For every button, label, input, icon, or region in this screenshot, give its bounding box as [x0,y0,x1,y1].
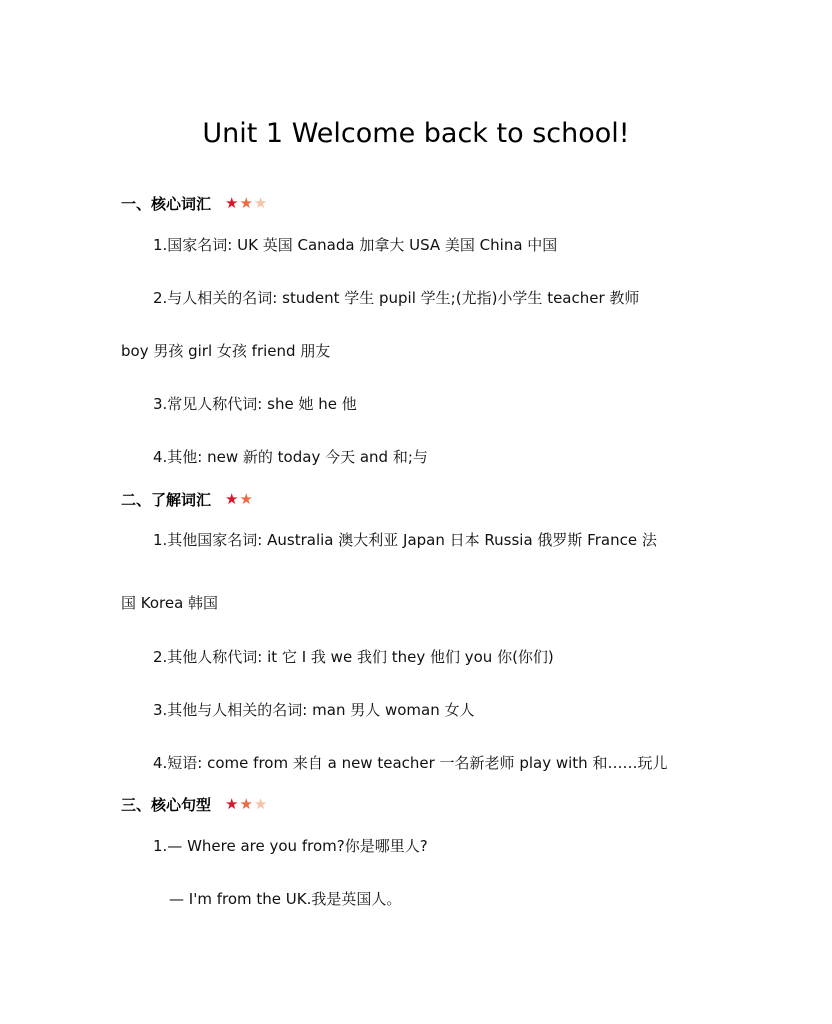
vocab-line: boy 男孩 girl 女孩 friend 朋友 [121,342,331,360]
star-icon: ★ [253,795,268,813]
section-label: 二、了解词汇 [121,491,212,509]
section-heading-core-sentences [121,794,267,815]
sentence-line: — I'm from the UK.我是英国人。 [169,890,402,908]
section-label: 三、核心句型 [121,796,212,814]
rating-stars [225,196,267,211]
rating-stars [225,797,267,812]
section-label: 一、核心词汇 [121,195,212,213]
vocab-line: 3.其他与人相关的名词: man 男人 woman 女人 [153,701,475,719]
star-icon: ★ [239,795,253,813]
vocab-line: 国 Korea 韩国 [121,594,219,612]
vocab-line: 2.与人相关的名词: student 学生 pupil 学生;(尤指)小学生 teacher 教师 [153,289,640,307]
star-icon: ★ [239,194,253,212]
star-icon: ★ [225,795,239,813]
star-icon: ★ [225,194,239,212]
vocab-line: 1.其他国家名词: Australia 澳大利亚 Japan 日本 Russia 俄罗斯 France 法 [153,531,657,549]
vocab-line: 3.常见人称代词: she 她 he 他 [153,395,357,413]
star-icon: ★ [239,490,253,508]
section-heading-core-vocabulary [121,193,267,214]
vocab-line: 4.其他: new 新的 today 今天 and 和;与 [153,448,428,466]
document-title: Unit 1 Welcome back to school! [202,118,630,149]
sentence-line: 1.— Where are you from?你是哪里人? [153,837,428,855]
section-heading-extra-vocabulary [121,489,253,510]
star-icon: ★ [225,490,239,508]
rating-stars [225,492,253,507]
vocab-line: 4.短语: come from 来自 a new teacher 一名新老师 play with 和……玩儿 [153,754,668,772]
vocab-line: 1.国家名词: UK 英国 Canada 加拿大 USA 美国 China 中国 [153,236,558,254]
vocab-line: 2.其他人称代词: it 它 I 我 we 我们 they 他们 you 你(你们) [153,648,554,666]
star-icon: ★ [253,194,268,212]
